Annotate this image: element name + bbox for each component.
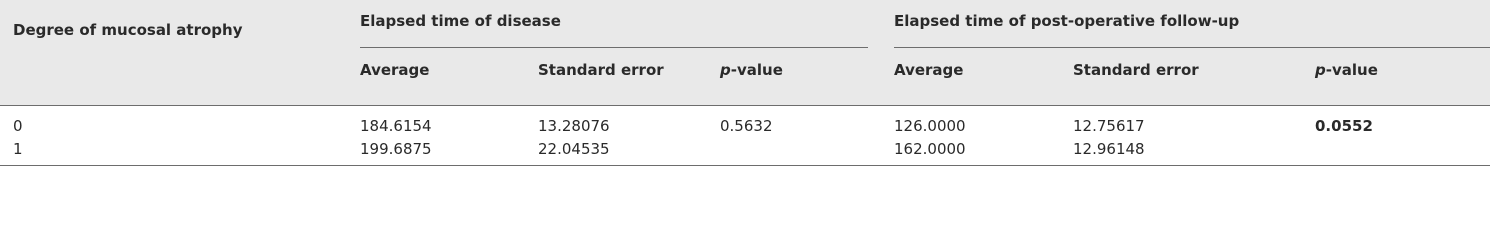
row-header-degree: Degree of mucosal atrophy xyxy=(13,21,243,39)
row0-disease-pvalue: 0.5632 xyxy=(720,117,773,135)
p-italic: p xyxy=(720,61,731,79)
table-bottom-rule xyxy=(0,165,1490,166)
disease-group-rule xyxy=(360,47,868,48)
group-header-disease: Elapsed time of disease xyxy=(360,12,561,30)
row1-disease-average: 199.6875 xyxy=(360,140,432,158)
row1-degree: 1 xyxy=(13,140,23,158)
row0-followup-pvalue: 0.0552 xyxy=(1315,117,1373,135)
row1-followup-stderr: 12.96148 xyxy=(1073,140,1145,158)
col-header-followup-pvalue xyxy=(1315,61,1378,79)
row1-disease-stderr: 22.04535 xyxy=(538,140,610,158)
p-suffix: -value xyxy=(730,61,783,79)
col-header-disease-average: Average xyxy=(360,61,430,79)
group-header-followup: Elapsed time of post-operative follow-up xyxy=(894,12,1240,30)
row0-followup-average: 126.0000 xyxy=(894,117,966,135)
col-header-followup-average: Average xyxy=(894,61,964,79)
col-header-disease-stderr: Standard error xyxy=(538,61,664,79)
header-bottom-rule xyxy=(0,105,1490,106)
col-header-disease-pvalue xyxy=(720,61,783,79)
row0-disease-average: 184.6154 xyxy=(360,117,432,135)
p-suffix: -value xyxy=(1325,61,1378,79)
p-italic: p xyxy=(1315,61,1326,79)
table-header-band xyxy=(0,0,1490,105)
row0-followup-stderr: 12.75617 xyxy=(1073,117,1145,135)
followup-group-rule xyxy=(894,47,1490,48)
row1-followup-average: 162.0000 xyxy=(894,140,966,158)
col-header-followup-stderr: Standard error xyxy=(1073,61,1199,79)
row0-degree: 0 xyxy=(13,117,23,135)
row0-disease-stderr: 13.28076 xyxy=(538,117,610,135)
